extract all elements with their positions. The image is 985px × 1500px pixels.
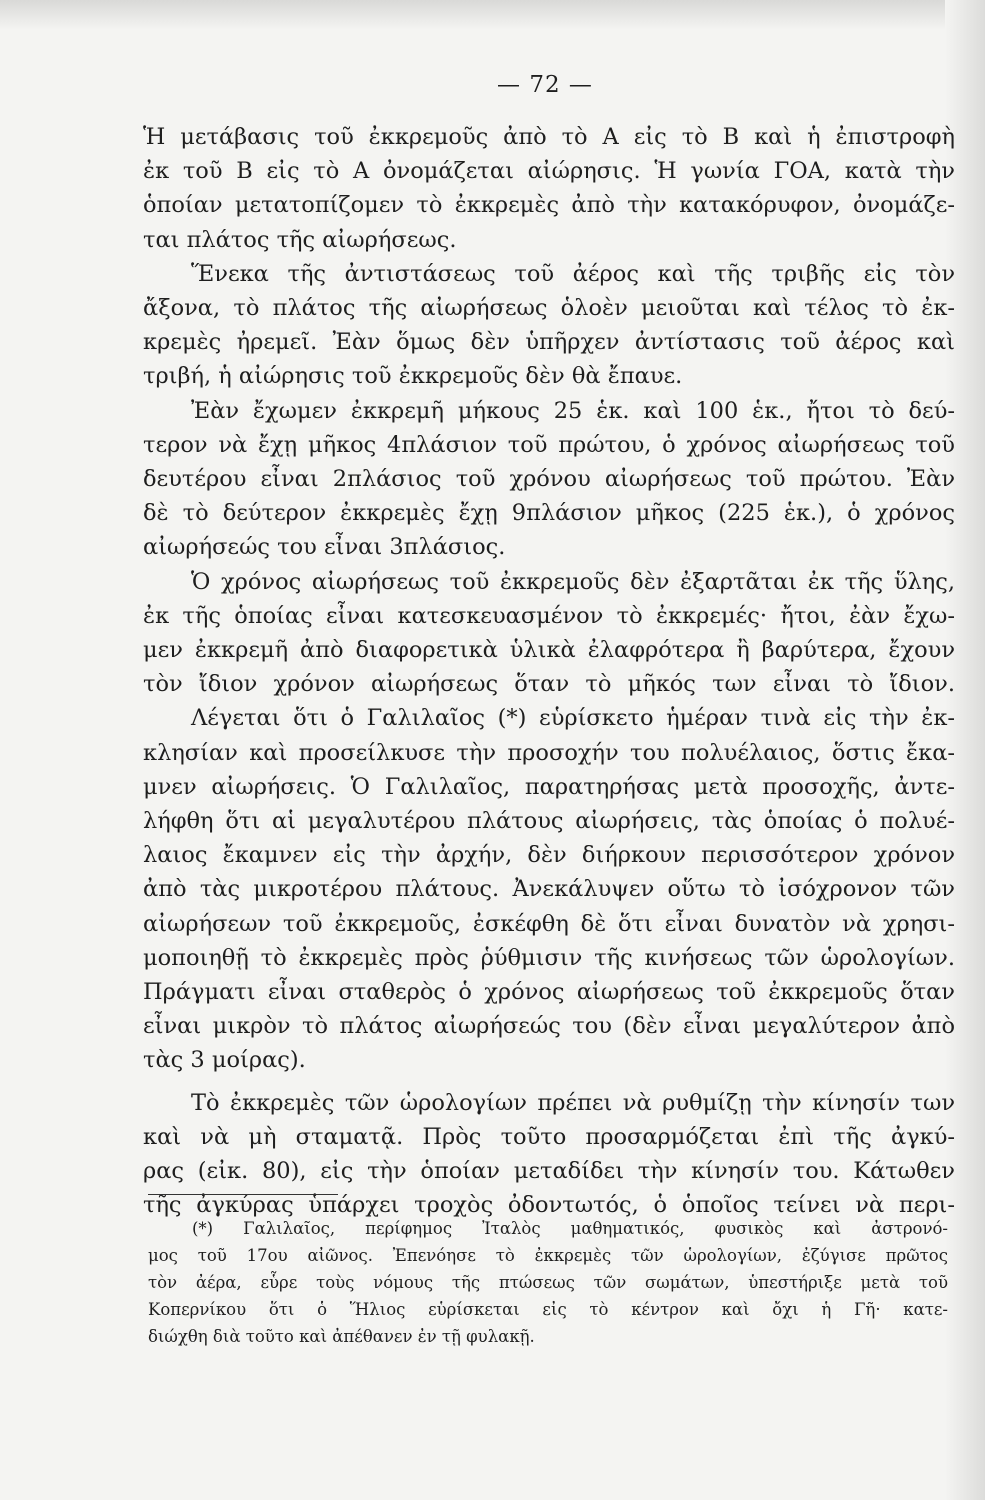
text-line: Ὁ χρόνος αἰωρήσεως τοῦ ἐκκρεμοῦς δὲν ἐξαρτᾶται ἐκ τῆς ὕλης,: [191, 568, 955, 595]
text-line: ἀπὸ τὰς μικροτέρου πλάτους. Ἀνεκάλυψεν οὕτω τὸ ἰσόχρονον τῶν: [143, 876, 955, 903]
text-line: αἰωρήσεώς του εἶναι 3πλάσιος.: [143, 534, 506, 561]
text-line: Τὸ ἐκκρεμὲς τῶν ὡρολογίων πρέπει νὰ ρυθμίζῃ τὴν κίνησίν των: [191, 1089, 955, 1116]
footnote-line: διώχθη διὰ τοῦτο καὶ ἀπέθανεν ἐν τῇ φυλακῇ.: [148, 1327, 535, 1346]
text-line: ἐκ τῆς ὁποίας εἶναι κατεσκευασμένον τὸ ἐκκρεμές· ἤτοι, ἐὰν ἔχω-: [143, 602, 955, 629]
text-line: μεν ἐκκρεμῆ ἀπὸ διαφορετικὰ ὑλικὰ ἐλαφρότερα ἢ βαρύτερα, ἔχουν: [143, 637, 955, 664]
text-line: Ἡ μετάβασις τοῦ ἐκκρεμοῦς ἀπὸ τὸ Α εἰς τὸ Β καὶ ἡ ἐπιστροφὴ: [143, 124, 955, 150]
text-line: τριβή, ἡ αἰώρησις τοῦ ἐκκρεμοῦς δὲν θὰ ἔπαυε.: [143, 363, 683, 390]
text-line: ται πλάτος τῆς αἰωρήσεως.: [143, 226, 457, 253]
main-text: [143, 120, 955, 1223]
text-line: τὸν ἴδιον χρόνον αἰωρήσεως ὅταν τὸ μῆκός των εἶναι τὸ ἴδιον.: [143, 671, 955, 698]
footnote-line: τὸν ἀέρα, εὗρε τοὺς νόμους τῆς πτώσεως τῶν σωμάτων, ὑπεστήριξε μετὰ τοῦ: [148, 1273, 948, 1292]
text-line: ἄξονα, τὸ πλάτος τῆς αἰωρήσεως ὁλοὲν μειοῦται καὶ τέλος τὸ ἐκ-: [143, 295, 955, 322]
text-line: δευτέρου εἶναι 2πλάσιος τοῦ χρόνου αἰωρήσεως τοῦ πρώτου. Ἐὰν: [143, 466, 955, 493]
text-line: ὁποίαν μετατοπίζομεν τὸ ἐκκρεμὲς ἀπὸ τὴν κατακόρυφον, ὀνομάζε-: [143, 192, 955, 219]
footnote-line: Κοπερνίκου ὅτι ὁ Ἥλιος εὑρίσκεται εἰς τὸ κέντρον καὶ ὄχι ἡ Γῆ· κατε-: [148, 1300, 948, 1319]
footnote-line: (*) Γαλιλαῖος, περίφημος Ἰταλὸς μαθηματικός, φυσικὸς καὶ ἀστρονό-: [192, 1219, 948, 1238]
text-line: ρας (εἰκ. 80), εἰς τὴν ὁποίαν μεταδίδει τὴν κίνησίν του. Κάτωθεν: [143, 1158, 955, 1185]
footnote: [148, 1215, 948, 1350]
text-line: δὲ τὸ δεύτερον ἐκκρεμὲς ἔχῃ 9πλάσιον μῆκος (225 ἑκ.), ὁ χρόνος: [143, 500, 955, 527]
text-line: αἰωρήσεων τοῦ ἐκκρεμοῦς, ἐσκέφθη δὲ ὅτι εἶναι δυνατὸν νὰ χρησι-: [143, 910, 955, 937]
text-line: κρεμὲς ἠρεμεῖ. Ἐὰν ὅμως δὲν ὑπῆρχεν ἀντίστασις τοῦ ἀέρος καὶ: [143, 329, 955, 356]
text-line: ἐκ τοῦ Β εἰς τὸ Α ὀνομάζεται αἰώρησις. Ἡ γωνία ΓΟΑ, κατὰ τὴν: [143, 158, 955, 185]
text-line: μνεν αἰωρήσεις. Ὁ Γαλιλαῖος, παρατηρήσας μετὰ προσοχῆς, ἀντε-: [143, 773, 955, 800]
text-line: Ἕνεκα τῆς ἀντιστάσεως τοῦ ἀέρος καὶ τῆς τριβῆς εἰς τὸν: [191, 260, 955, 287]
text-line: εἶναι μικρὸν τὸ πλάτος αἰωρήσεώς του (δὲν εἶναι μεγαλύτερον ἀπὸ: [143, 1013, 955, 1040]
text-line: τῆς ἀγκύρας ὑπάρχει τροχὸς ὀδοντωτός, ὁ ὁποῖος τείνει νὰ περι-: [143, 1192, 955, 1219]
page-edge-shadow-top: [0, 0, 985, 30]
page-number: — 72 —: [497, 72, 593, 98]
text-line: τερον νὰ ἔχῃ μῆκος 4πλάσιον τοῦ πρώτου, ὁ χρόνος αἰωρήσεως τοῦ: [143, 431, 955, 458]
text-line: Ἐὰν ἔχωμεν ἐκκρεμῆ μήκους 25 ἑκ. καὶ 100 ἑκ., ἤτοι τὸ δεύ-: [191, 397, 955, 424]
footnote-line: μος τοῦ 17ου αἰῶνος. Ἐπενόησε τὸ ἐκκρεμὲς τῶν ὡρολογίων, ἐζύγισε πρῶτος: [148, 1246, 948, 1265]
text-line: λαιος ἔκαμνεν εἰς τὴν ἀρχήν, δὲν διήρκουν περισσότερον χρόνον: [143, 842, 955, 869]
footnote-divider: [148, 1194, 338, 1195]
text-line: κλησίαν καὶ προσείλκυσε τὴν προσοχήν του πολυέλαιος, ὅστις ἔκα-: [143, 739, 955, 766]
text-line: καὶ νὰ μὴ σταματᾷ. Πρὸς τοῦτο προσαρμόζεται ἐπὶ τῆς ἀγκύ-: [143, 1123, 955, 1150]
text-line: λήφθη ὅτι αἱ μεγαλυτέρου πλάτους αἰωρήσεις, τὰς ὁποίας ὁ πολυέ-: [143, 808, 955, 835]
text-line: Πράγματι εἶναι σταθερὸς ὁ χρόνος αἰωρήσεως τοῦ ἐκκρεμοῦς ὅταν: [143, 979, 955, 1006]
text-line: Λέγεται ὅτι ὁ Γαλιλαῖος (*) εὑρίσκετο ἡμέραν τινὰ εἰς τὴν ἐκ-: [191, 705, 955, 732]
text-line: τὰς 3 μοίρας).: [143, 1047, 306, 1074]
text-line: μοποιηθῇ τὸ ἐκκρεμὲς πρὸς ῥύθμισιν τῆς κινήσεως τῶν ὡρολογίων.: [143, 944, 955, 971]
